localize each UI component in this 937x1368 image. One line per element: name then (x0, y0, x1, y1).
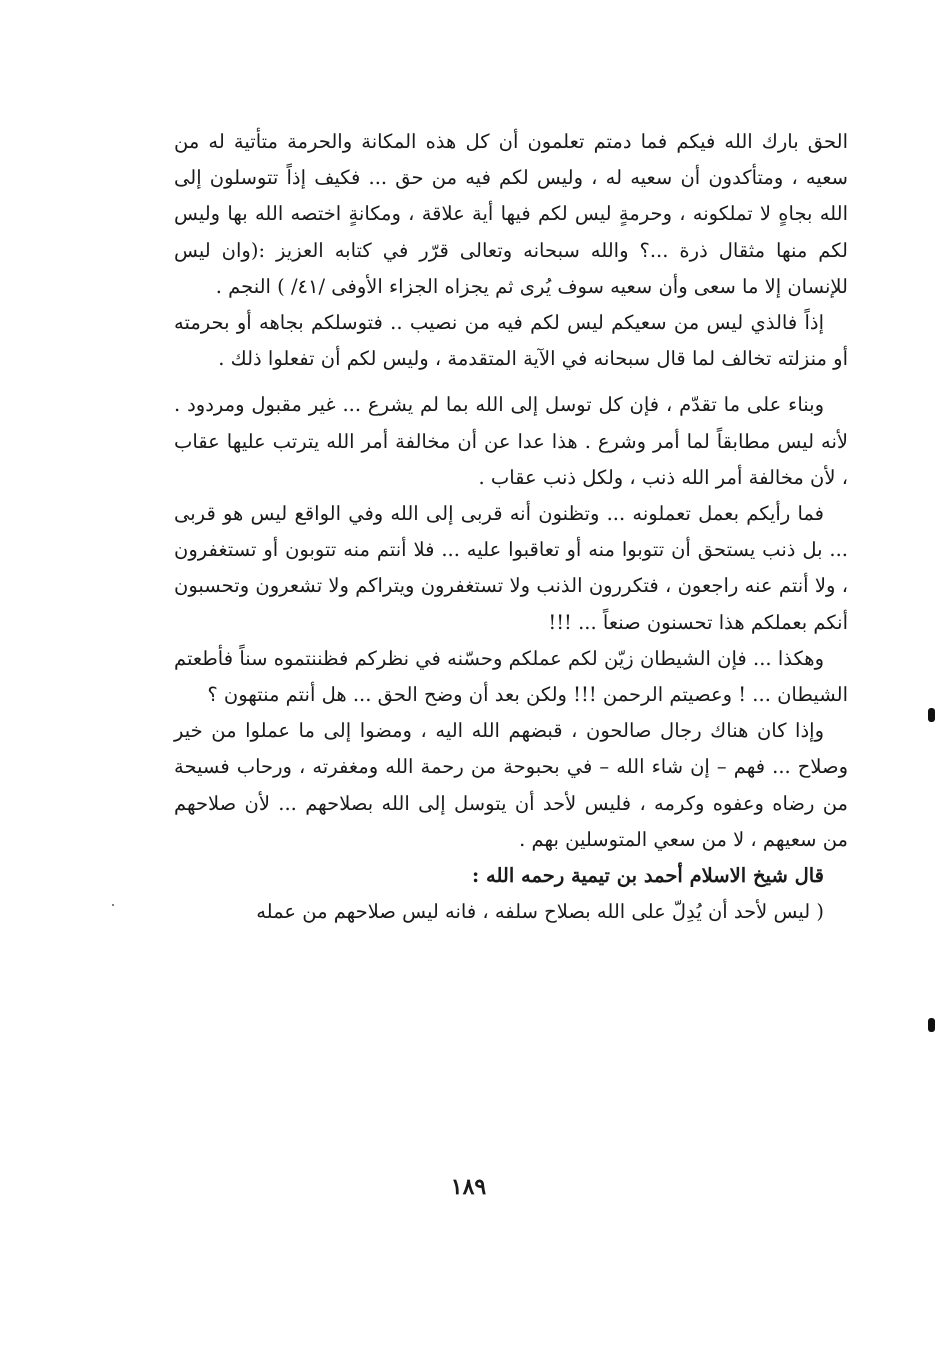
paragraph-3: وبناء على ما تقدّم ، فإن كل توسل إلى الله بما لم يشرع ... غير مقبول ومردود . لأنه ليس مطابقاً لما أمر وشرع . هذا عدا عن أن مخالفة أمر الله يترتب عليها عقاب ، لأن مخالفة أمر الله ذنب ، ولكل ذنب عقاب . (174, 393, 848, 489)
paragraph-6: وإذا كان هناك رجال صالحون ، قبضهم الله اليه ، ومضوا إلى ما عملوا من خير وصلاح ... فهم – إن شاء الله – في بحبوحة من رحمة الله ومغفرته ، ورحاب فسيحة من رضاه وعفوه وكرمه ، فليس لأحد أن يتوسل إلى الله بصلاحهم ... لأن صلاحهم من سعيهم ، لا من سعي المتوسلين بهم . (174, 719, 848, 851)
page-number: ١٨٩ (450, 1174, 487, 1200)
quote-start: ( ليس لأحد أن يُدِلّ على الله بصلاح سلفه ، فانه ليس صلاحهم من عمله (256, 900, 824, 924)
binding-hole-mark (928, 1018, 935, 1032)
scan-speck (112, 904, 114, 906)
paragraph-4: فما رأيكم بعمل تعملونه ... وتظنون أنه قربى إلى الله وفي الواقع ليس هو قربى ... بل ذنب يستحق أن تتوبوا منه أو تعاقبوا عليه ... فلا أنتم منه تتوبون أو تستغفرون ، ولا أنتم عنه راجعون ، فتكررون الذنب ولا تستغفرون ويتراكم ولا تشعرون وتحسبون أنكم بعملكم هذا تحسنون صنعاً ... !!! (174, 502, 848, 634)
quote-attribution: قال شيخ الاسلام أحمد بن تيمية رحمه الله : (472, 864, 824, 888)
binding-hole-mark (928, 708, 935, 722)
paragraph-2: إذاً فالذي ليس من سعيكم ليس لكم فيه من نصيب .. فتوسلكم بجاهه أو بحرمته أو منزلته تخالف لما قال سبحانه في الآية المتقدمة ، وليس لكم أن تفعلوا ذلك . (174, 311, 848, 371)
paragraph-1: الحق بارك الله فيكم فما دمتم تعلمون أن كل هذه المكانة والحرمة متأتية له من سعيه ، ومتأكدون أن سعيه له ، وليس لكم فيه من حق ... فكيف إذاً تتوسلون إلى الله بجاهٍ لا تملكونه ، وحرمةٍ ليس لكم فيها أية علاقة ، ومكانةٍ اختصه الله بها وليس لكم منها مثقال ذرة ...؟ والله سبحانه وتعالى قرّر في كتابه العزيز :(وان ليس للإنسان إلا ما سعى وأن سعيه سوف يُرى ثم يجزاه الجزاء الأوفى /٤١/ ) النجم . (174, 130, 848, 298)
body-text (174, 124, 848, 930)
paragraph-5: وهكذا ... فإن الشيطان زيّن لكم عملكم وحسّنه في نظركم فظننتموه سناً فأطعتم الشيطان ... ! وعصيتم الرحمن !!! ولكن بعد أن وضح الحق ... هل أنتم منتهون ؟ (174, 646, 848, 707)
